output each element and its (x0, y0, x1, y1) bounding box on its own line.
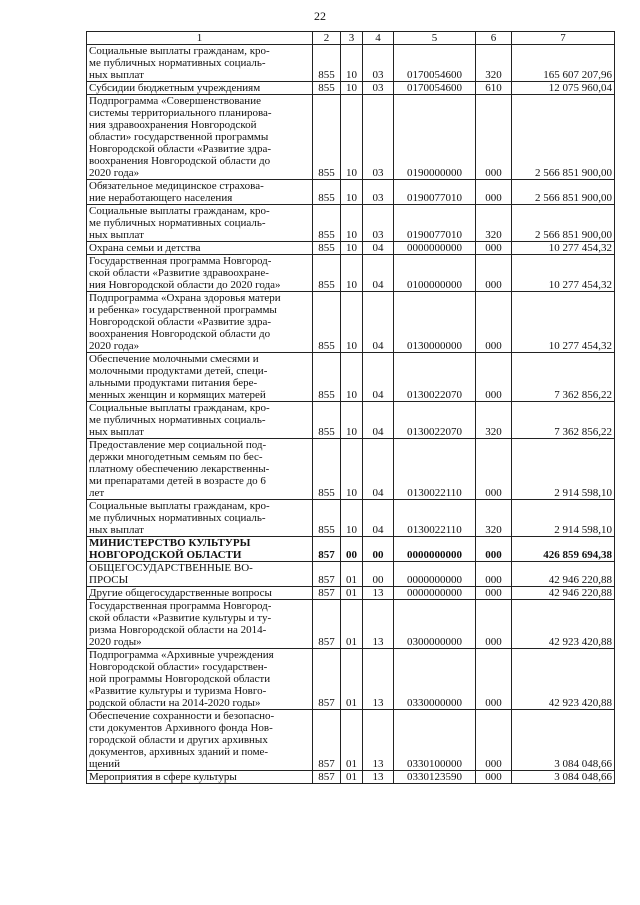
expense-type-code: 000 (476, 710, 512, 771)
row-title-line: Социальные выплаты гражданам, кро- (89, 205, 270, 217)
ministry-code: 855 (313, 500, 341, 537)
section-code: 10 (341, 180, 363, 205)
row-title-line: «Развитие культуры и туризма Новго- (89, 685, 267, 697)
row-title-line: Государственная программа Новгород- (89, 600, 272, 612)
subsection-code: 04 (363, 402, 394, 439)
table-row (87, 255, 615, 292)
row-title-line: платному обеспечению лекарственны- (89, 463, 270, 475)
target-article-code: 0000000000 (394, 562, 476, 587)
row-title-line: ных выплат (89, 229, 144, 241)
amount: 42 946 220,88 (512, 562, 615, 587)
table-row (87, 600, 615, 649)
section-code: 10 (341, 242, 363, 255)
target-article-code: 0130022070 (394, 353, 476, 402)
row-title (87, 500, 313, 537)
subsection-code: 13 (363, 710, 394, 771)
row-title-line: Предоставление мер социальной под- (89, 439, 267, 451)
subsection-code: 13 (363, 771, 394, 784)
table-row (87, 242, 615, 255)
row-title (87, 439, 313, 500)
subsection-code: 04 (363, 500, 394, 537)
row-title-line: лет (89, 487, 105, 499)
subsection-code: 04 (363, 242, 394, 255)
target-article-code: 0190077010 (394, 180, 476, 205)
amount: 2 566 851 900,00 (512, 205, 615, 242)
target-article-code: 0190077010 (394, 205, 476, 242)
row-title-line: молочными продуктами детей, специ- (89, 365, 268, 377)
expense-type-code: 000 (476, 649, 512, 710)
row-title-line: Новгородской области «Развитие здра- (89, 143, 272, 155)
ministry-code: 855 (313, 353, 341, 402)
ministry-code: 855 (313, 180, 341, 205)
ministry-code: 855 (313, 292, 341, 353)
expense-type-code: 320 (476, 402, 512, 439)
row-title-line: Новгородской области «Развитие здра- (89, 316, 272, 328)
row-title-line: Государственная программа Новгород- (89, 255, 272, 267)
section-code: 01 (341, 649, 363, 710)
row-title-line: Охрана семьи и детства (89, 242, 201, 254)
amount: 2 566 851 900,00 (512, 180, 615, 205)
row-title-line: воохранения Новгородской области до (89, 155, 271, 167)
expense-type-code: 000 (476, 242, 512, 255)
row-title-line: Социальные выплаты гражданам, кро- (89, 500, 270, 512)
section-code: 10 (341, 255, 363, 292)
amount: 42 946 220,88 (512, 587, 615, 600)
subsection-code: 00 (363, 562, 394, 587)
column-header: 5 (394, 32, 476, 45)
row-title-line: 2020 года» (89, 167, 140, 179)
amount: 42 923 420,88 (512, 649, 615, 710)
table-row (87, 710, 615, 771)
row-title-line: Подпрограмма «Совершенствование (89, 95, 261, 107)
expense-type-code: 000 (476, 353, 512, 402)
ministry-code: 855 (313, 402, 341, 439)
subsection-code: 04 (363, 353, 394, 402)
row-title (87, 402, 313, 439)
amount: 42 923 420,88 (512, 600, 615, 649)
subsection-code: 13 (363, 649, 394, 710)
ministry-code: 855 (313, 255, 341, 292)
row-title (87, 180, 313, 205)
table-row (87, 500, 615, 537)
ministry-code: 857 (313, 537, 341, 562)
amount: 426 859 694,38 (512, 537, 615, 562)
amount: 2 566 851 900,00 (512, 95, 615, 180)
row-title-line: Социальные выплаты гражданам, кро- (89, 45, 270, 57)
target-article-code: 0300000000 (394, 600, 476, 649)
section-code: 10 (341, 353, 363, 402)
row-title-line: ме публичных нормативных социаль- (89, 57, 266, 69)
amount: 12 075 960,04 (512, 82, 615, 95)
amount: 165 607 207,96 (512, 45, 615, 82)
row-title-line: ной программы Новгородской области (89, 673, 271, 685)
row-title (87, 82, 313, 95)
budget-table (86, 31, 615, 784)
amount: 3 084 048,66 (512, 710, 615, 771)
row-title-line: ных выплат (89, 69, 144, 81)
section-code: 10 (341, 45, 363, 82)
table-row (87, 95, 615, 180)
expense-type-code: 000 (476, 771, 512, 784)
target-article-code: 0330000000 (394, 649, 476, 710)
row-title-line: держки многодетным семьям по бес- (89, 451, 263, 463)
expense-type-code: 610 (476, 82, 512, 95)
expense-type-code: 000 (476, 439, 512, 500)
table-row (87, 180, 615, 205)
row-title-line: и ребенка» государственной программы (89, 304, 277, 316)
row-title-line: ризма Новгородской области на 2014- (89, 624, 267, 636)
row-title-line: области» государственной программы (89, 131, 269, 143)
row-title (87, 771, 313, 784)
table-row (87, 45, 615, 82)
subsection-code: 13 (363, 600, 394, 649)
section-code: 10 (341, 500, 363, 537)
subsection-code: 03 (363, 205, 394, 242)
ministry-code: 855 (313, 205, 341, 242)
row-title (87, 205, 313, 242)
column-header: 7 (512, 32, 615, 45)
subsection-code: 04 (363, 255, 394, 292)
section-code: 10 (341, 402, 363, 439)
row-title-line: Обязательное медицинское страхова- (89, 180, 264, 192)
subsection-code: 13 (363, 587, 394, 600)
row-title-line: Мероприятия в сфере культуры (89, 771, 237, 783)
row-title (87, 600, 313, 649)
row-title-line: ме публичных нормативных социаль- (89, 217, 266, 229)
target-article-code: 0130000000 (394, 292, 476, 353)
row-title-line: Субсидии бюджетным учреждениям (89, 82, 261, 94)
page-number: 22 (314, 9, 326, 23)
row-title-line: Другие общегосударственные вопросы (89, 587, 272, 599)
row-title-line: Подпрограмма «Охрана здоровья матери (89, 292, 281, 304)
ministry-code: 855 (313, 82, 341, 95)
row-title-line: ных выплат (89, 426, 144, 438)
table-row (87, 402, 615, 439)
expense-type-code: 320 (476, 45, 512, 82)
target-article-code: 0000000000 (394, 242, 476, 255)
row-title-line: Обеспечение молочными смесями и (89, 353, 259, 365)
row-title-line: родской области на 2014-2020 годы» (89, 697, 261, 709)
amount: 10 277 454,32 (512, 292, 615, 353)
target-article-code: 0130022110 (394, 439, 476, 500)
table-row (87, 771, 615, 784)
expense-type-code: 000 (476, 292, 512, 353)
subsection-code: 04 (363, 292, 394, 353)
row-title-line: сти документов Архивного фонда Нов- (89, 722, 273, 734)
subsection-code: 03 (363, 180, 394, 205)
amount: 2 914 598,10 (512, 500, 615, 537)
ministry-code: 857 (313, 710, 341, 771)
subsection-code: 03 (363, 82, 394, 95)
row-title-line: ской области «Развитие здравоохране- (89, 267, 269, 279)
row-title-line: МИНИСТЕРСТВО КУЛЬТУРЫ (89, 537, 251, 549)
row-title-line: НОВГОРОДСКОЙ ОБЛАСТИ (89, 549, 242, 561)
section-code: 01 (341, 562, 363, 587)
subsection-code: 04 (363, 439, 394, 500)
section-code: 00 (341, 537, 363, 562)
target-article-code: 0100000000 (394, 255, 476, 292)
expense-type-code: 000 (476, 95, 512, 180)
section-code: 01 (341, 600, 363, 649)
column-header: 1 (87, 32, 313, 45)
table-row (87, 587, 615, 600)
row-title (87, 255, 313, 292)
target-article-code: 0330123590 (394, 771, 476, 784)
amount: 10 277 454,32 (512, 255, 615, 292)
table-row (87, 82, 615, 95)
ministry-code: 855 (313, 439, 341, 500)
amount: 7 362 856,22 (512, 402, 615, 439)
row-title-line: Подпрограмма «Архивные учреждения (89, 649, 274, 661)
row-title-line: 2020 года» (89, 340, 140, 352)
row-title (87, 292, 313, 353)
column-header: 6 (476, 32, 512, 45)
table-row (87, 562, 615, 587)
expense-type-code: 000 (476, 562, 512, 587)
row-title-line: ми препаратами детей в возрасте до 6 (89, 475, 266, 487)
row-title-line: ме публичных нормативных социаль- (89, 512, 266, 524)
target-article-code: 0130022110 (394, 500, 476, 537)
ministry-code: 857 (313, 600, 341, 649)
subsection-code: 00 (363, 537, 394, 562)
expense-type-code: 000 (476, 537, 512, 562)
section-code: 01 (341, 710, 363, 771)
row-title (87, 45, 313, 82)
row-title-line: ния здравоохранения Новгородской (89, 119, 257, 131)
expense-type-code: 320 (476, 500, 512, 537)
table-row (87, 292, 615, 353)
section-code: 10 (341, 82, 363, 95)
row-title-line: ПРОСЫ (89, 574, 129, 586)
column-header: 3 (341, 32, 363, 45)
row-title-line: документов, архивных зданий и поме- (89, 746, 269, 758)
row-title (87, 242, 313, 255)
section-code: 10 (341, 439, 363, 500)
target-article-code: 0190000000 (394, 95, 476, 180)
ministry-code: 857 (313, 771, 341, 784)
ministry-code: 857 (313, 562, 341, 587)
amount: 3 084 048,66 (512, 771, 615, 784)
row-title-line: Обеспечение сохранности и безопасно- (89, 710, 275, 722)
expense-type-code: 000 (476, 180, 512, 205)
row-title-line: ния Новгородской области до 2020 года» (89, 279, 281, 291)
target-article-code: 0000000000 (394, 587, 476, 600)
subsection-code: 03 (363, 45, 394, 82)
row-title-line: ОБЩЕГОСУДАРСТВЕННЫЕ ВО- (89, 562, 253, 574)
row-title-line: ных выплат (89, 524, 144, 536)
row-title-line: Новгородской области» государствен- (89, 661, 268, 673)
row-title-line: 2020 годы» (89, 636, 142, 648)
ministry-code: 855 (313, 95, 341, 180)
table-row (87, 353, 615, 402)
row-title-line: воохранения Новгородской области до (89, 328, 271, 340)
amount: 7 362 856,22 (512, 353, 615, 402)
section-code: 01 (341, 587, 363, 600)
row-title (87, 353, 313, 402)
expense-type-code: 000 (476, 255, 512, 292)
row-title (87, 95, 313, 180)
table-row (87, 205, 615, 242)
row-title (87, 562, 313, 587)
table-row (87, 649, 615, 710)
row-title-line: менных женщин и кормящих матерей (89, 389, 266, 401)
row-title-line: системы территориального планирова- (89, 107, 272, 119)
row-title-line: ской области «Развитие культуры и ту- (89, 612, 272, 624)
amount: 10 277 454,32 (512, 242, 615, 255)
row-title-line: Социальные выплаты гражданам, кро- (89, 402, 270, 414)
target-article-code: 0330100000 (394, 710, 476, 771)
table-row (87, 537, 615, 562)
row-title-line: альными продуктами питания бере- (89, 377, 258, 389)
row-title-line: ние неработающего населения (89, 192, 233, 204)
section-code: 01 (341, 771, 363, 784)
expense-type-code: 320 (476, 205, 512, 242)
ministry-code: 855 (313, 242, 341, 255)
column-header: 4 (363, 32, 394, 45)
target-article-code: 0130022070 (394, 402, 476, 439)
target-article-code: 0170054600 (394, 45, 476, 82)
column-header: 2 (313, 32, 341, 45)
section-code: 10 (341, 292, 363, 353)
section-code: 10 (341, 205, 363, 242)
section-code: 10 (341, 95, 363, 180)
row-title (87, 537, 313, 562)
row-title (87, 649, 313, 710)
table-body (87, 45, 615, 784)
expense-type-code: 000 (476, 587, 512, 600)
target-article-code: 0000000000 (394, 537, 476, 562)
subsection-code: 03 (363, 95, 394, 180)
row-title-line: городской области и других архивных (89, 734, 268, 746)
target-article-code: 0170054600 (394, 82, 476, 95)
row-title (87, 710, 313, 771)
row-title-line: щений (89, 758, 121, 770)
ministry-code: 855 (313, 45, 341, 82)
amount: 2 914 598,10 (512, 439, 615, 500)
table-header-row (87, 32, 615, 45)
ministry-code: 857 (313, 587, 341, 600)
row-title-line: ме публичных нормативных социаль- (89, 414, 266, 426)
row-title (87, 587, 313, 600)
expense-type-code: 000 (476, 600, 512, 649)
ministry-code: 857 (313, 649, 341, 710)
table-row (87, 439, 615, 500)
